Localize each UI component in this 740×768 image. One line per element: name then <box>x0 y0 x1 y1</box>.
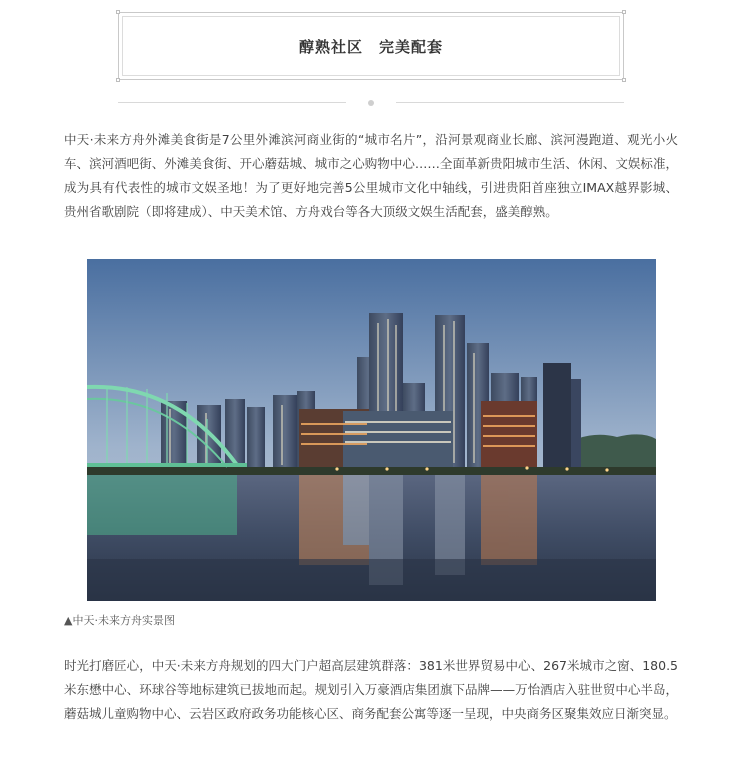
divider-line <box>396 102 624 103</box>
frame-corner <box>116 10 120 14</box>
divider-line <box>118 102 346 103</box>
city-skyline-photo <box>87 259 656 601</box>
section-title-box <box>118 12 624 80</box>
development-paragraph: 时光打磨匠心，中天·未来方舟规划的四大门户超高层建筑群落：381米世界贸易中心、267米城市之窗、180.5米东懋中心、环球谷等地标建筑已拔地而起。规划引入万豪酒店集团旗下品牌——万怡酒店入驻世贸中心半岛，蘑菇城儿童购物中心、云岩区政府政务功能核心区、商务配套公寓等逐一呈现，中央商务区聚集效应日渐突显。 <box>64 658 678 721</box>
section-title: 醇熟社区 完美配套 <box>298 37 443 56</box>
title-divider <box>118 100 624 106</box>
divider-dot <box>368 100 374 106</box>
frame-corner <box>116 78 120 82</box>
intro-paragraph: 中天·未来方舟外滩美食街是7公里外滩滨河商业街的“城市名片”，沿河景观商业长廊、滨河漫跑道、观光小火车、滨河酒吧街、外滩美食街、开心蘑菇城、城市之心购物中心……全面革新贵阳城市生活、休闲、文娱标准，成为具有代表性的城市文娱圣地！为了更好地完善5公里城市文化中轴线，引进贵阳首座独立IMAX越界影城、贵州省歌剧院（即将建成）、中天美术馆、方舟戏台等各大顶级文娱生活配套，盛美醇熟。 <box>64 132 678 219</box>
frame-corner <box>622 10 626 14</box>
frame-corner <box>622 78 626 82</box>
photo-caption: ▲中天·未来方舟实景图 <box>64 614 175 627</box>
